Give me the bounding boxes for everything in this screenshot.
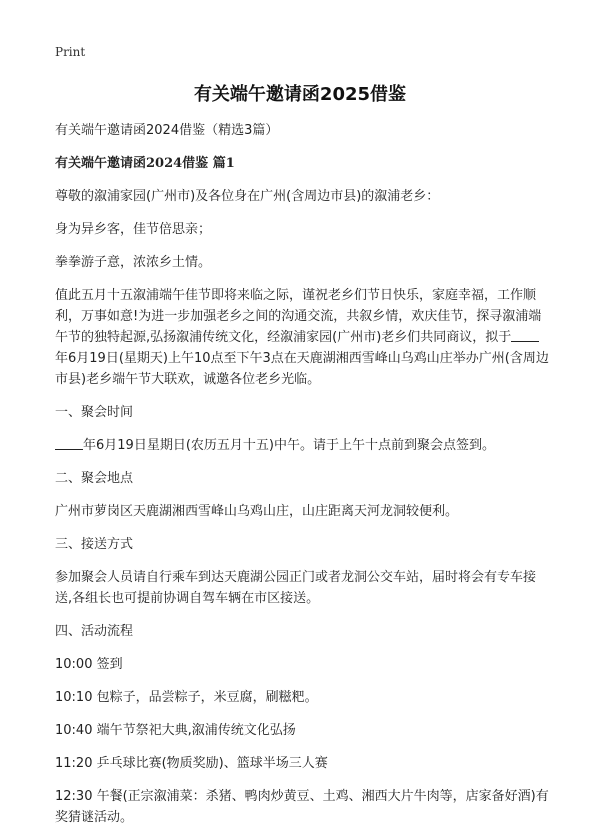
time-text [55,435,550,456]
schedule-item: 12:30 午餐(正宗溆浦菜：杀猪、鸭肉炒黄豆、土鸡、湘西大片牛肉等，店家备好酒)有奖猜谜活动。 [55,789,549,825]
document-body [55,120,550,840]
main-paragraph-text-end: 年6月19日(星期天)上午10点至下午3点在天鹿湖湘西雪峰山乌鸡山庄举办广州(含周边市县)老乡端午节大联欢，诚邀各位老乡光临。 [55,351,549,387]
verse-line-2: 拳拳游子意，浓浓乡土情。 [55,255,212,270]
place-text: 广州市萝岗区天鹿湖湘西雪峰山乌鸡山庄，山庄距离天河龙洞较便利。 [55,504,459,519]
schedule-item: 10:40 端午节祭祀大典,溆浦传统文化弘扬 [55,723,296,738]
greeting-paragraph: 尊敬的溆浦家园(广州市)及各位身在广州(含周边市县)的溆浦老乡： [55,189,440,204]
transport-heading: 三、接送方式 [55,537,134,552]
print-link[interactable]: Print [55,45,86,59]
schedule-item: 10:00 签到 [55,657,123,672]
transport-text: 参加聚会人员请自行乘车到达天鹿湖公园正门或者龙洞公交车站，届时将会有专车接送,各组长也可提前协调自驾车辆在市区接送。 [55,570,537,606]
time-text-content: 年6月19日星期日(农历五月十五)中午。请于上午十点前到聚会点签到。 [83,438,495,453]
verse-line-1: 身为异乡客，佳节倍思亲； [55,222,212,237]
document-title: 有关端午邀请函2025借鉴 [193,84,407,105]
time-heading: 一、聚会时间 [55,405,134,420]
blank-underline [511,329,539,342]
schedule-heading: 四、活动流程 [55,624,134,639]
main-paragraph-text: 值此五月十五溆浦端午佳节即将来临之际，谨祝老乡们节日快乐，家庭幸福，工作顺利，万事如意!为进一步加强老乡之间的沟通交流，共叙乡情，欢庆佳节，探寻溆浦端午节的独特起源,弘扬溆浦传统文化，经溆浦家园(广州市)老乡们共同商议，拟于 [55,288,542,345]
section-heading: 有关端午邀请函2024借鉴 篇1 [55,156,235,171]
main-paragraph [55,285,550,390]
blank-underline [55,437,83,450]
document-subtitle: 有关端午邀请函2024借鉴（精选3篇） [55,123,279,138]
schedule-item: 10:10 包粽子，品尝粽子，米豆腐，刷糍粑。 [55,690,318,705]
place-heading: 二、聚会地点 [55,471,134,486]
schedule-item: 11:20 乒乓球比赛(物质奖励)、篮球半场三人赛 [55,756,328,771]
